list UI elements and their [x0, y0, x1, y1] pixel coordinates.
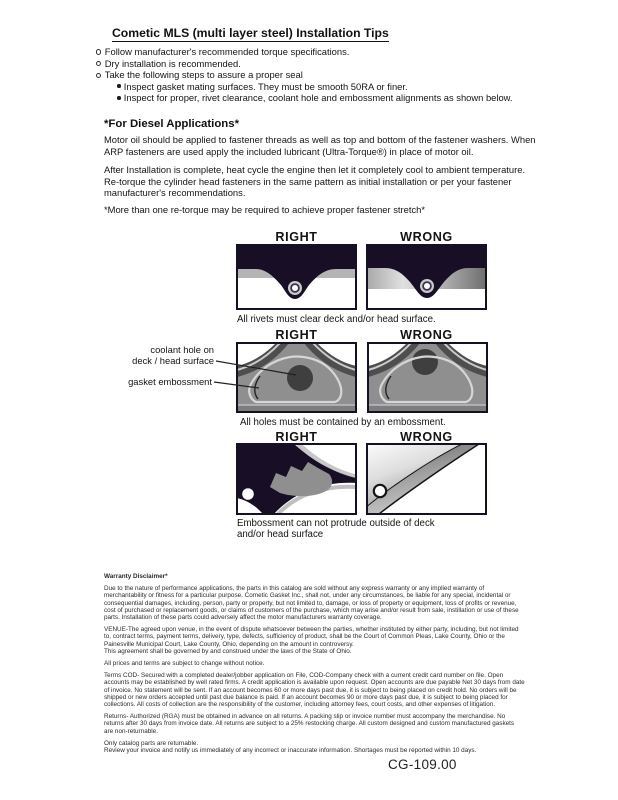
- row1-caption: All rivets must clear deck and/or head surface.: [237, 314, 436, 325]
- list-item: [96, 58, 536, 70]
- diesel-heading: *For Diesel Applications*: [104, 118, 240, 130]
- page-title: Cometic MLS (multi layer steel) Installation Tips: [112, 26, 389, 40]
- prices-paragraph: All prices and terms are subject to change without notice.: [104, 660, 265, 668]
- row2-caption: All holes must be contained by an embossment.: [240, 417, 446, 428]
- warranty-disclaimer-heading: Warranty Disclaimer*: [104, 573, 168, 580]
- list-item-sub: [96, 81, 536, 93]
- tip-text: Take the following steps to assure a proper seal: [104, 69, 303, 81]
- list-item: [96, 69, 536, 81]
- bottom-strip: [237, 405, 356, 412]
- diagram-row1-wrong-panel: [366, 244, 487, 310]
- right-heading-row1: RIGHT: [275, 230, 318, 244]
- right-heading-row2: RIGHT: [275, 328, 318, 342]
- tip-text: Inspect for proper, rivet clearance, coolant hole and embossment alignments as shown below.: [123, 92, 513, 104]
- only-catalog-paragraph: Only catalog parts are returnable.: [104, 739, 199, 747]
- wrong-heading-row3: WRONG: [400, 430, 453, 444]
- tips-list: [96, 46, 536, 104]
- review-invoice-paragraph: Review your invoice and notify us immediately of any incorrect or inaccurate information. Shortages must be reported within 10 days.: [104, 747, 477, 755]
- page-code: CG-109.00: [388, 757, 457, 772]
- tip-text: Follow manufacturer's recommended torque specifications.: [104, 46, 350, 57]
- diagram-row2-right-panel: [236, 342, 357, 413]
- diesel-paragraph-3: *More than one re-torque may be required to achieve proper fastener stretch*: [104, 204, 426, 215]
- governed-paragraph: This agreement shall be governed by and construed under the laws of the State of Ohio.: [104, 647, 352, 655]
- bottom-strip: [368, 405, 487, 412]
- legal-section: [104, 573, 525, 754]
- bolt-hole: [242, 488, 254, 500]
- bullet-circle-icon: [96, 49, 101, 54]
- list-item: [96, 46, 536, 58]
- tip-text: Dry installation is recommended.: [104, 57, 241, 69]
- wrong-heading-row2: WRONG: [400, 328, 453, 342]
- rivet-center: [292, 285, 298, 291]
- wrong-heading-row1: WRONG: [400, 230, 453, 244]
- coolant-hole-label: [110, 345, 214, 366]
- rivet-center: [424, 283, 430, 289]
- gasket-embossment-label: gasket embossment: [128, 376, 212, 387]
- coolant-hole: [412, 349, 438, 375]
- right-heading-row3: RIGHT: [275, 430, 318, 444]
- list-item-sub: [96, 92, 536, 104]
- diesel-paragraph-1: Motor oil should be applied to fastener threads as well as top and bottom of the fastener washers. When ARP fasteners are used apply the included lubricant (Ultra-Torque®) in place of motor oil.: [104, 134, 536, 157]
- diagram-row3-wrong-panel: [366, 443, 487, 515]
- tip-text: Inspect gasket mating surfaces. They must be smooth 50RA or finer.: [123, 80, 408, 92]
- diesel-paragraph-2: After Installation is complete, heat cycle the engine then let it completely cool to ambient temperature. Re-torque the cylinder head fasteners in the same pattern as initial installation or per your fastener manufacturer's recommendations.: [104, 164, 526, 199]
- bullet-dot-icon: [117, 84, 121, 88]
- terms-paragraph: Terms COD- Secured with a completed dealer/jobber application on File, COD-Company check with a current credit card number on file. Open accounts may be established by well rated firms. A credit application is available upon request. Open accounts are due payable Net 30 days from date of invoice. No statement will be sent. If an account becomes 60 or more days past due, it is subject to being placed on credit hold. No orders will be shipped or new orders accepted until past due balance is paid. If an account becomes 90 or more days past due, it is subject to being placed for collections. All costs of collection are the responsibility of the customer, including attorney fees, court costs, and other expenses of litigation.: [104, 672, 525, 709]
- bullet-dot-icon: [117, 96, 121, 100]
- coolant-hole: [287, 365, 313, 391]
- diagram-row1-right-panel: [236, 244, 357, 310]
- row3-caption: Embossment can not protrude outside of deck and/or head surface: [237, 518, 435, 541]
- coolant-hole-label-line2: deck / head surface: [132, 354, 214, 366]
- returns-paragraph: Returns- Authorized (RGA) must be obtained in advance on all returns. A packing slip or invoice number must accompany the merchandise. No returns after 30 days from invoice date. All returns are subject to a 25% restocking charge. All custom designed and custom manufactured gaskets are non-returnable.: [104, 713, 515, 735]
- bullet-circle-icon: [96, 61, 101, 66]
- bullet-circle-icon: [96, 73, 101, 78]
- bolt-hole: [374, 485, 386, 497]
- venue-paragraph: VENUE-The agreed upon venue, in the event of dispute whatsoever between the parties, whether instituted by either party, including, but not limited to, contract terms, payment terms, delivery, type, defects, sufficiency of product, shall be the Court of Common Pleas, Lake County, Ohio or the Painesville Municipal Court, Lake County, Ohio, depending on the amount in controversy.: [104, 626, 519, 648]
- diagram-row2-wrong-panel: [367, 342, 488, 413]
- coolant-hole-label-line1: coolant hole on: [150, 344, 214, 355]
- warranty-paragraph: Due to the nature of performance applications, the parts in this catalog are sold without any express warranty or any implied warranty of merchantability or fitness for a particular purpose. Cometic Gasket Inc., shall not, under any circumstances, be liable for any special, incidental or consequential damages, including, person, party or property, but not limited to, damage, or loss of property or equipment, loss of profits or revenue, cost of purchased or replacement goods, or claims of customers of the purchase, which may arise and/or result from sale, instillation or use of these parts. Installation of these parts could adversely affect the motor manufacturers warranty coverage.: [104, 585, 519, 622]
- diagram-row3-right-panel: [236, 443, 357, 515]
